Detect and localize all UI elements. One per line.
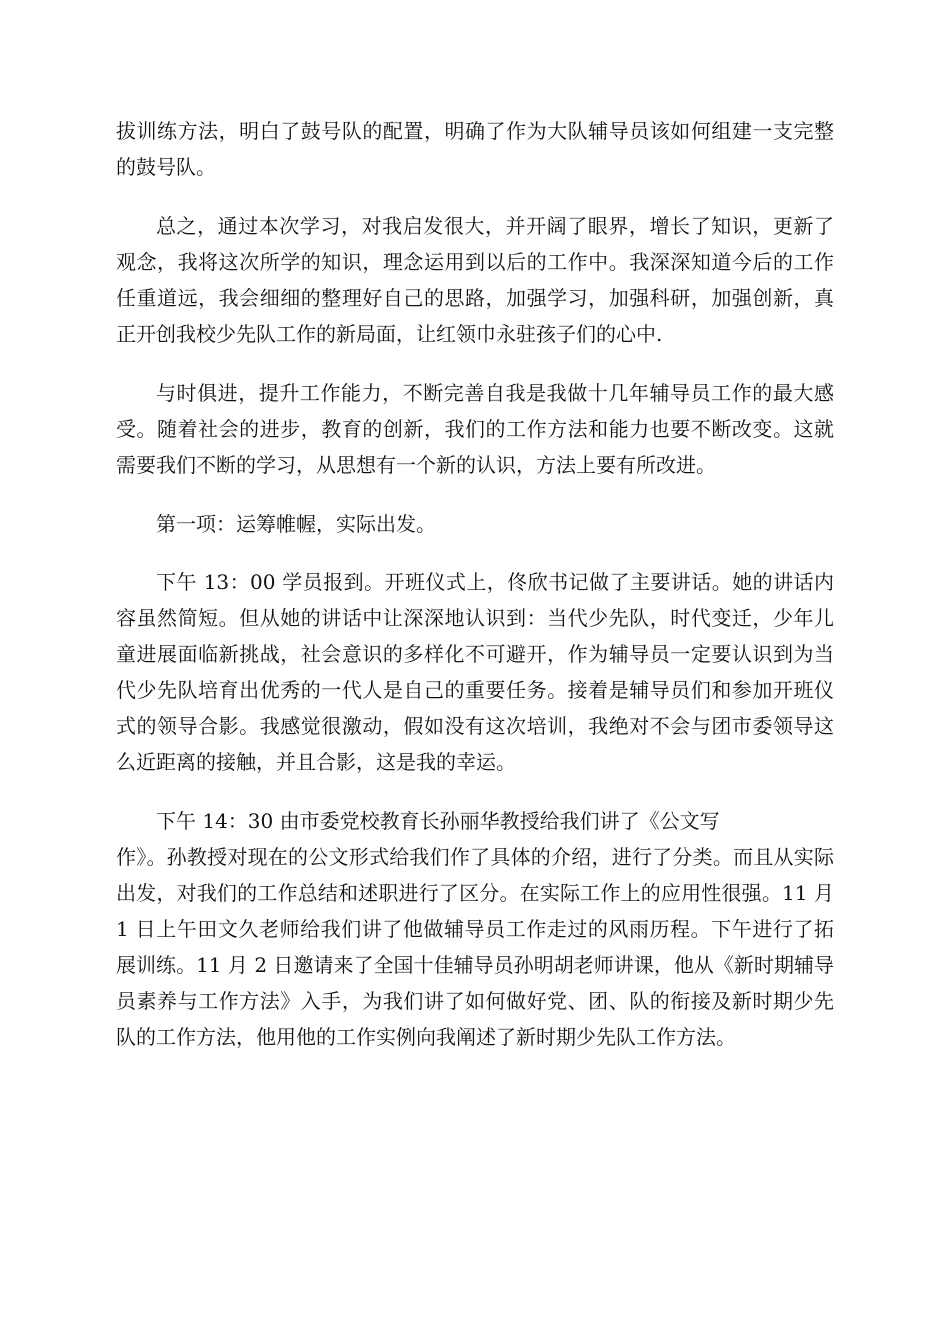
paragraph-afternoon-1300: 下午 13：00 学员报到。开班仪式上，佟欣书记做了主要讲话。她的讲话内容虽然简短。但从她的讲话中让深深地认识到：当代少先队，时代变迁，少年儿童进展面临新挑战，社会意识的多样化不可避开，作为辅导员一定要认识到为当代少先队培育出优秀的一代人是自己的重要任务。接着是辅导员们和参加开班仪式的领导合影。我感觉很激动，假如没有这次培训，我绝对不会与团市委领导这么近距离的接触，并且合影，这是我的幸运。 — [116, 570, 834, 774]
document-page — [116, 113, 834, 1078]
paragraph-item-one-heading: 第一项：运筹帷幄，实际出发。 — [156, 512, 436, 536]
paragraph-keep-pace: 与时俱进，提升工作能力，不断完善自我是我做十几年辅导员工作的最大感受。随着社会的进步，教育的创新，我们的工作方法和能力也要不断改变。这就需要我们不断的学习，从思想有一个新的认识，方法上要有所改进。 — [116, 381, 834, 477]
paragraph-afternoon-1430 — [116, 803, 834, 1055]
paragraph-summary: 总之，通过本次学习，对我启发很大，并开阔了眼界，增长了知识，更新了观念，我将这次所学的知识，理念运用到以后的工作中。我深深知道今后的工作任重道远，我会细细的整理好自己的思路，加强学习，加强科研，加强创新，真正开创我校少先队工作的新局面，让红领巾永驻孩子们的心中. — [116, 214, 834, 346]
paragraph-afternoon-1430-line1: 下午 14：30 由市委党校教育长孙丽华教授给我们讲了《公文写 — [156, 809, 720, 833]
paragraph-drum-corps: 拔训练方法，明白了鼓号队的配置，明确了作为大队辅导员该如何组建一支完整的鼓号队。 — [116, 119, 834, 179]
paragraph-afternoon-1430-rest: 作》。孙教授对现在的公文形式给我们作了具体的介绍，进行了分类。而且从实际出发，对我们的工作总结和述职进行了区分。在实际工作上的应用性很强。11 月 1 日上午田文久老师给我们讲了他做辅导员工作走过的风雨历程。下午进行了拓展训练。11 月 2 日邀请来了全国十佳辅导员孙明胡老师讲课，他从《新时期辅导员素养与工作方法》入手，为我们讲了如何做好党、团、队的衔接及新时期少先队的工作方法，他用他的工作实例向我阐述了新时期少先队工作方法。 — [116, 845, 834, 1049]
